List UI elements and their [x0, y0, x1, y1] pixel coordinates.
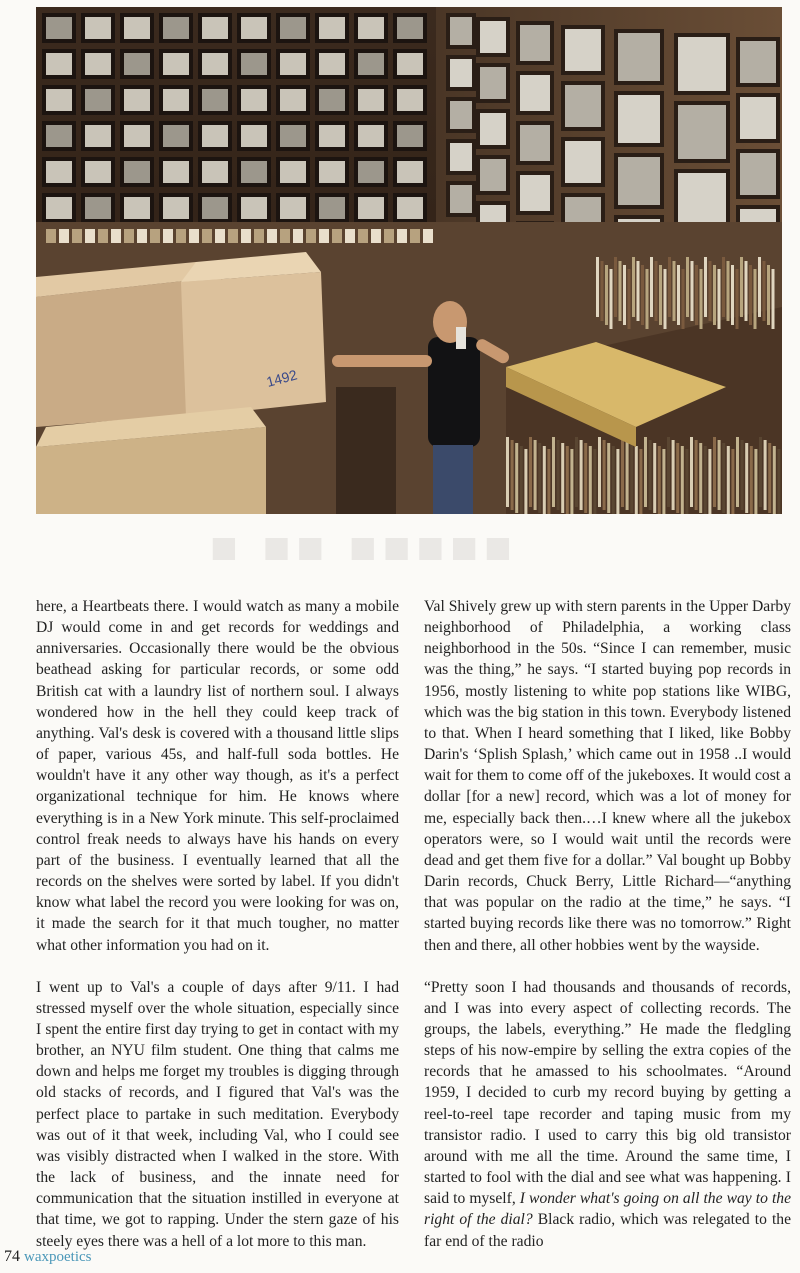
box-label: 1492 [264, 366, 299, 390]
page-number: 74 [4, 1248, 20, 1265]
record-store-photo [36, 7, 782, 514]
magazine-name: waxpoetics [24, 1249, 92, 1265]
left-paragraph-1: here, a Heartbeats there. I would watch as many a mobile DJ would come in and get records for weddings and anniversaries. Occasionally there would be the obvious beathead asking for particular records, or some odd British cat with a laundry list of northern soul. I always wondered how in the hell they could keep track of anything. Val's desk is covered with a thousand little slips of paper, various 45s, and half-full soda bottles. He wouldn't have it any other way though, as it's a perfect organizational technique for him. He knows where everything is in a New York minute. This self-proclaimed control freak needs to always have his hands on every part of the business. I eventually learned that all the records on the shelves were sorted by label. If you didn't know what label the record you were looking for was on, it made the search for it that much tougher, no matter what other information you had on it. [36, 598, 399, 954]
left-paragraph-2: I went up to Val's a couple of days after 9/11. I had stressed myself over the whole situation, especially since I spent the entire first day trying to get in contact with my brother, an NYU film student. One thing that calms me down and helps me forget my troubles is digging through old stacks of records, and I figured that Val's was the perfect place to partake in such meditation. Everybody was out of it that week, including Val, who I could see was visibly distracted when I walked in the store. With the lack of business, and the innate need for communication that the situation instilled in everyone at that time, we got to rapping. Under the stern gaze of his steely eyes there was a hell of a lot more to this man. [36, 978, 399, 1250]
right-paragraph-2-end: Black radio, which was relegated to the far end of the radio [424, 1211, 791, 1250]
page-footer [4, 1248, 91, 1266]
right-column [424, 596, 791, 1273]
left-column [36, 596, 399, 1273]
show-through-text: ■ ■■ ■■■■■ [210, 521, 518, 560]
right-paragraph-2-start: “Pretty soon I had thousands and thousands of records, and I was into every aspect of collecting records. The groups, the labels, everything.” He made the fledgling steps of his now-empire by selling the extra copies of the records that he amassed to his schoolmates. “Around 1959, I decided to curb my record buying by getting a reel-to-reel tape recorder and taping music from my transistor radio. I used to carry this big old transistor around with me all the time. Around the same time, I started to fool with the dial and see what was happening. I said to myself, [424, 978, 791, 1208]
right-paragraph-1: Val Shively grew up with stern parents in the Upper Darby neighborhood of Philadelphia, a working class neighborhood in the 50s. “Since I can remember, music was the thing,” he says. “I started buying pop records in 1956, mostly listening to white pop stations like WIBG, which was the big station in this town. Everybody listened to that. When I heard something that I liked, like Bobby Darin's ‘Splish Splash,’ which came out in 1958 ..I would wait for them to come off of the jukeboxes. It would cost a dollar [for a new] record, which was a lot of money for me, especially back then.…I knew where all the jukebox operators were, so I would wait until the records were dead and get them five for a dollar.” Val bought up Bobby Darin records, Chuck Berry, Little Richard—“anything that was popular on the radio at the time,” he says. “I started buying records like there was no tomorrow.” Right then and there, all other hobbies went by the wayside. [424, 598, 791, 954]
right-paragraph-2-italic: I wonder what's going on all the way to the right of the dial? [424, 1190, 792, 1229]
right-paragraph-2 [424, 977, 791, 1252]
